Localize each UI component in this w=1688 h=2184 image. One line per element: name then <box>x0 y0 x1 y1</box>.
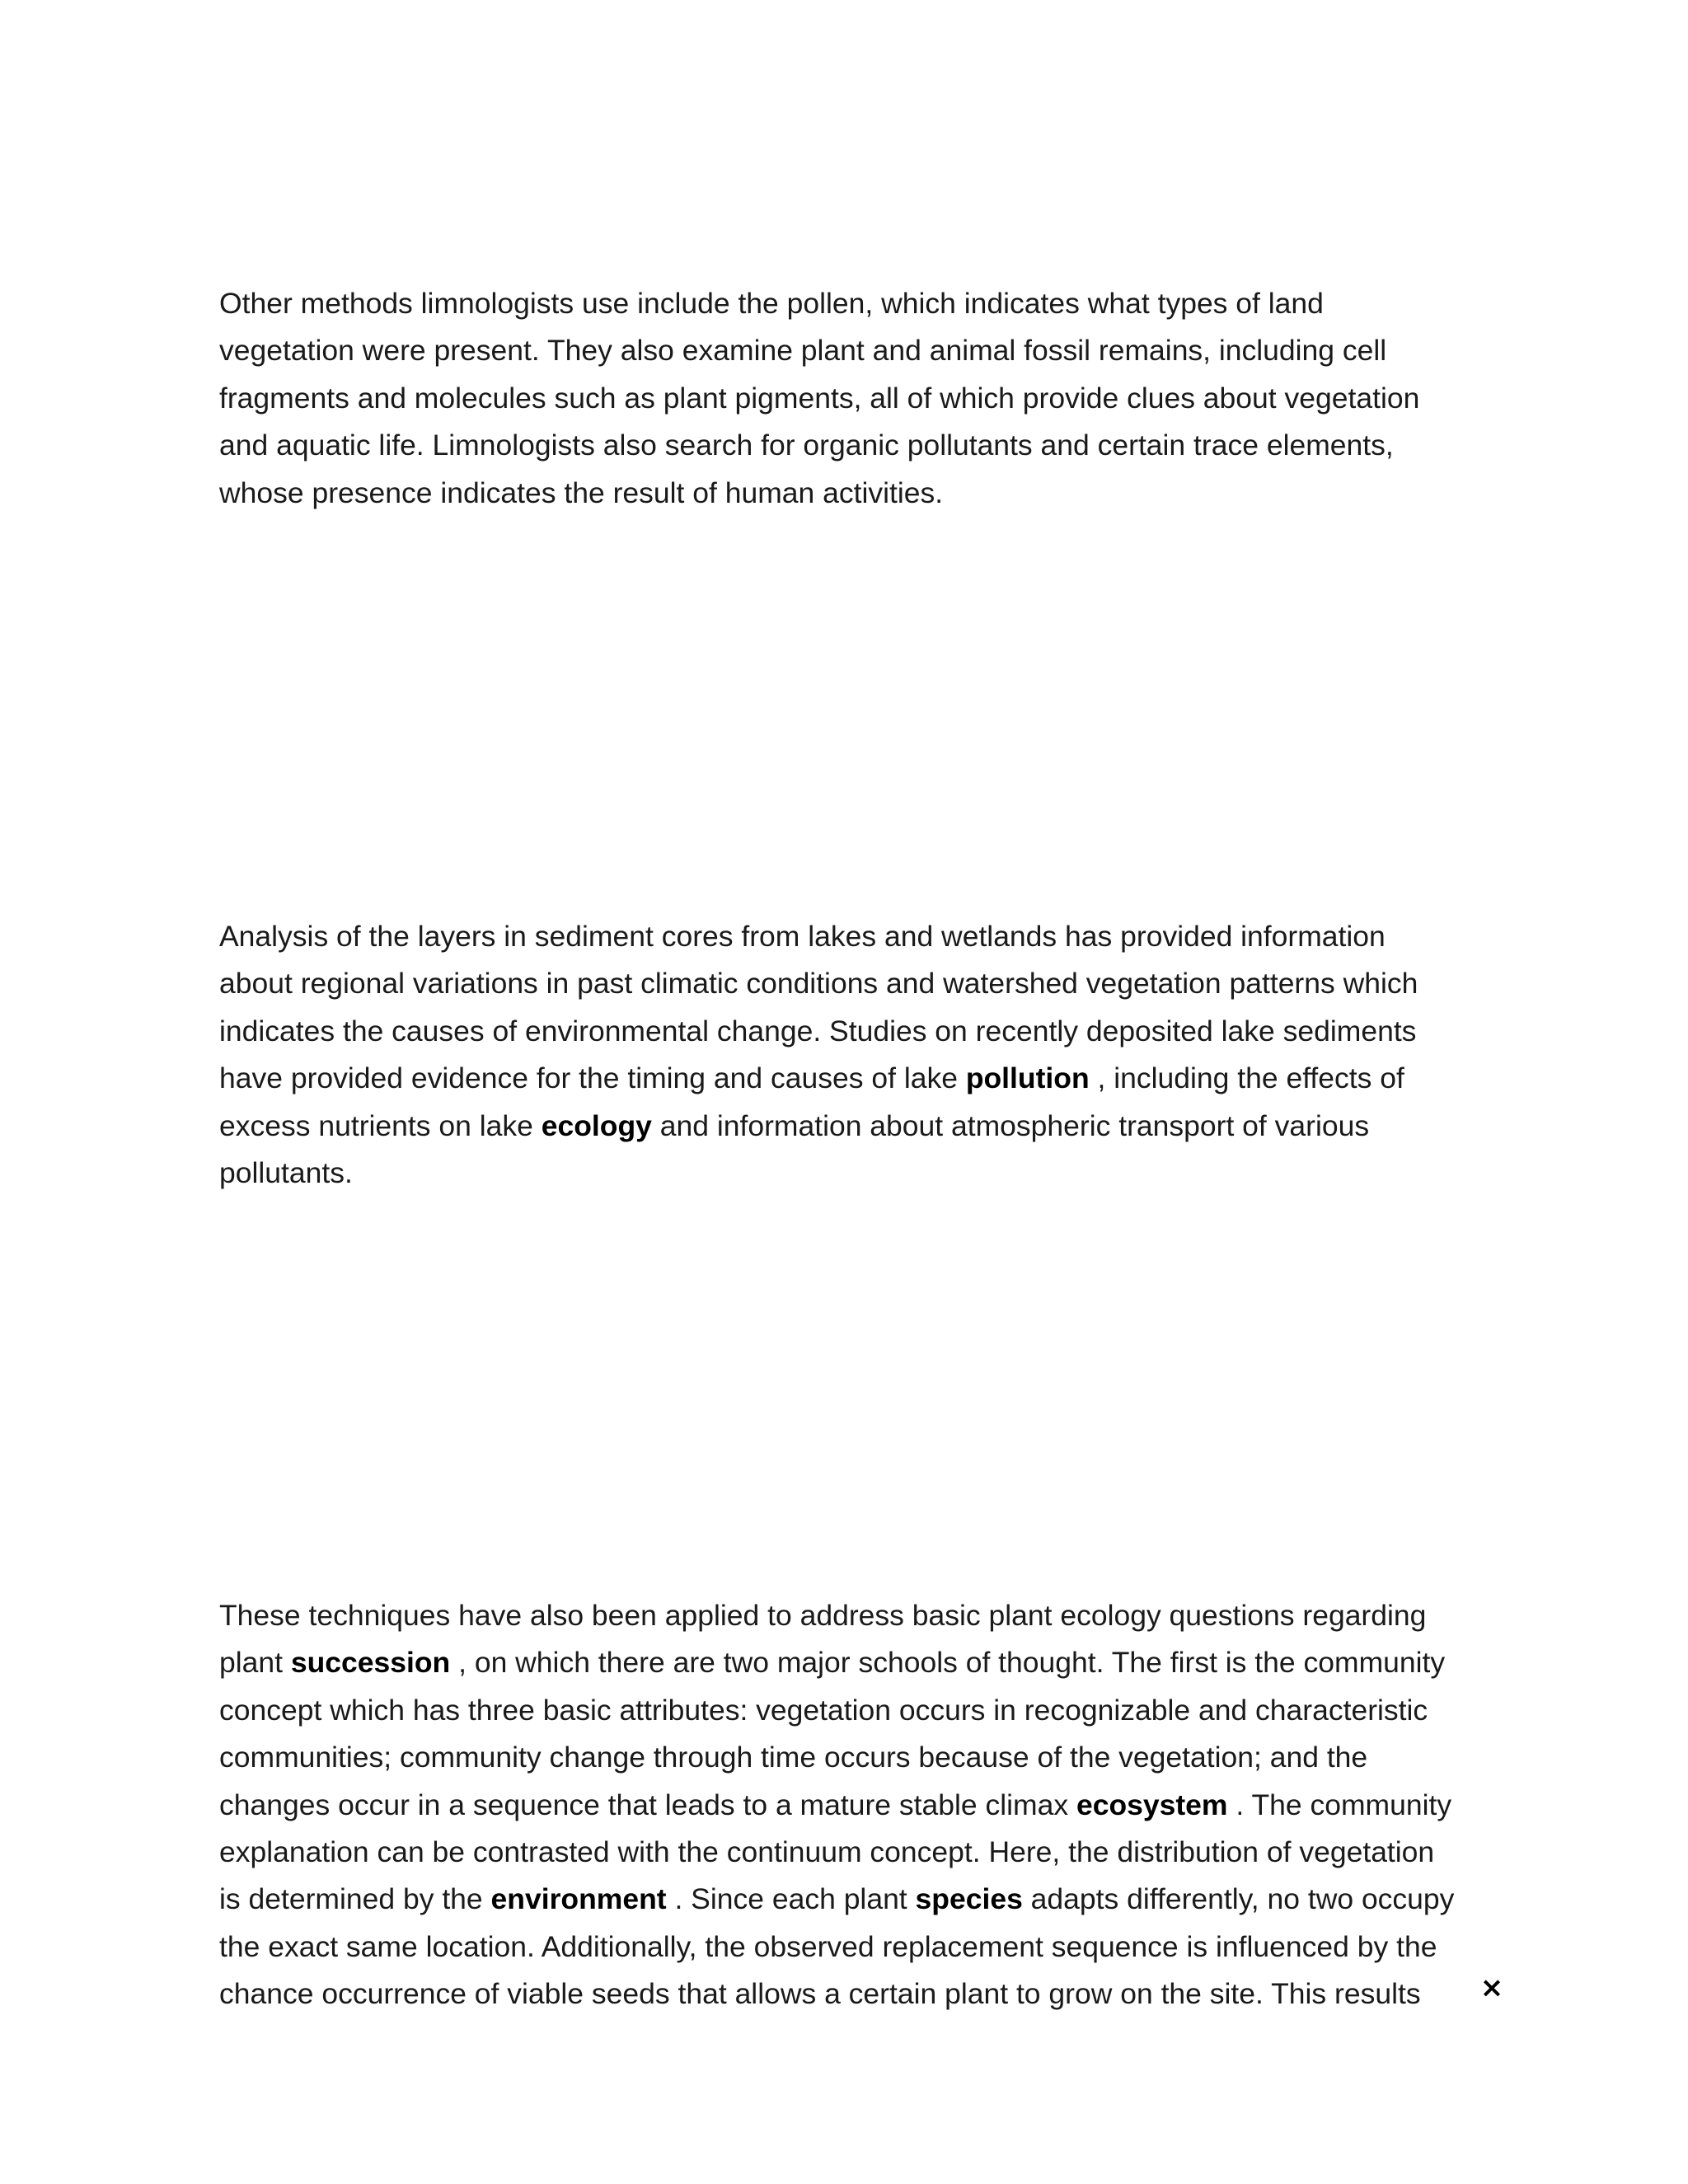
keyword-species[interactable]: species <box>915 1882 1023 1916</box>
close-icon: × <box>1479 1971 1504 2004</box>
paragraph-plant-succession <box>219 1592 1472 2018</box>
paragraph-pollen-methods <box>219 280 1472 517</box>
keyword-succession[interactable]: succession <box>290 1646 451 1680</box>
paragraph-text: These techniques have also been applied to address basic plant ecology questions regarding plant <box>219 1599 1427 1680</box>
paragraph-text: adapts differently, no two occupy the exact same location. Additionally, the observed replacement sequence is influenced by the chance occurrence of viable seeds that allows a certain plant to grow on the site. This results <box>219 1882 1455 2011</box>
paragraph-text: , on which there are two major schools of thought. The first is the community concept which has three basic attributes: vegetation occurs in recognizable and characteristic communities; community change through time occurs because of the vegetation; and the changes occur in a sequence that leads to a mature stable climax <box>219 1646 1446 1821</box>
keyword-pollution[interactable]: pollution <box>965 1062 1090 1095</box>
paragraph-text: . The community explanation can be contrasted with the continuum concept. Here, the distribution of vegetation is determined by the <box>219 1788 1452 1916</box>
close-button[interactable] <box>1475 1971 1508 2004</box>
paragraph-text: Analysis of the layers in sediment cores from lakes and wetlands has provided information about regional variations in past climatic conditions and watershed vegetation patterns which indicates the causes of environmental change. Studies on recently deposited lake sediments have provided evidence for the timing and causes of lake <box>219 920 1418 1095</box>
paragraph-sediment-analysis <box>219 913 1472 1197</box>
paragraph-text: and information about atmospheric transport of various pollutants. <box>219 1108 1370 1190</box>
paragraph-text: , including the effects of excess nutrients on lake <box>219 1062 1404 1142</box>
paragraph-text: . Since each plant <box>666 1882 916 1916</box>
keyword-ecology[interactable]: ecology <box>541 1108 652 1142</box>
paragraph-text: Other methods limnologists use include the pollen, which indicates what types of land vegetation were present. They also examine plant and animal fossil remains, including cell fragments and molecules such as plant pigments, all of which provide clues about vegetation and aquatic life. Limnologists also search for organic pollutants and certain trace elements, whose presence indicates the result of human activities. <box>219 287 1420 509</box>
keyword-ecosystem[interactable]: ecosystem <box>1076 1788 1228 1821</box>
keyword-environment[interactable]: environment <box>490 1882 667 1916</box>
article-body <box>219 280 1472 2011</box>
